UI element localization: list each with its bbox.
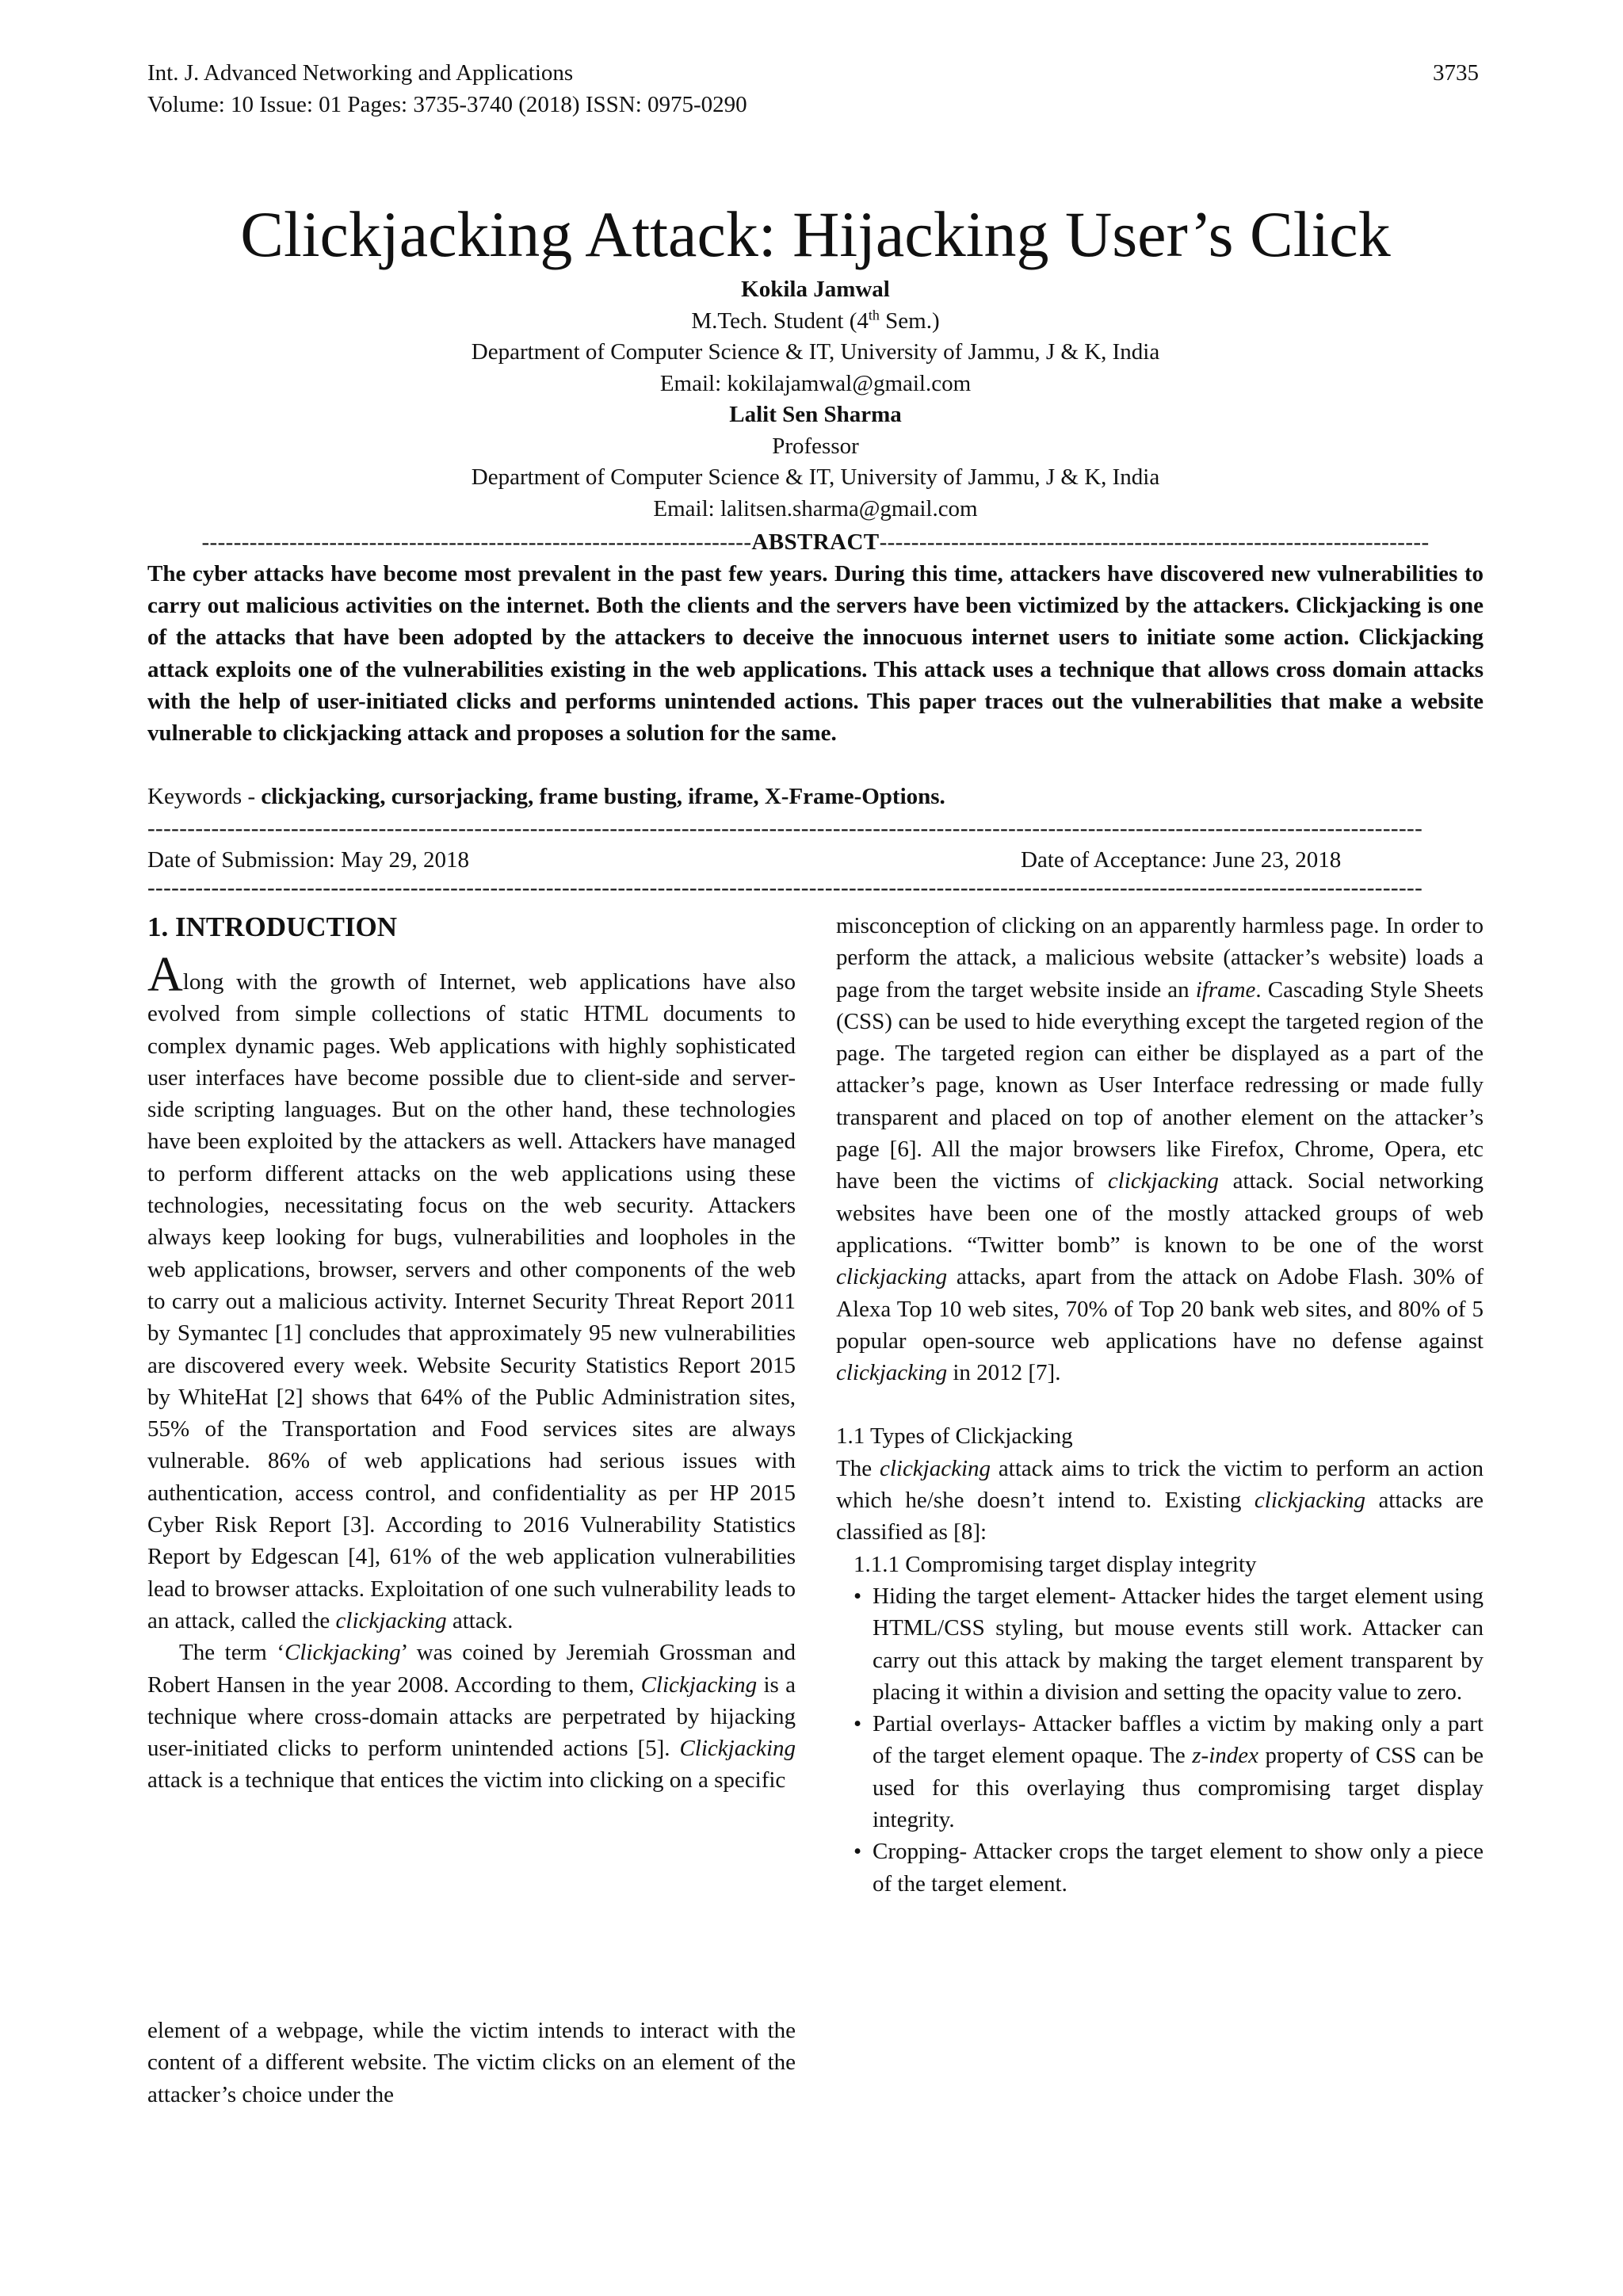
author-dept: Department of Computer Science & IT, University of Jammu, J & K, India xyxy=(471,464,1160,490)
page-number: 3735 xyxy=(1433,60,1479,86)
paper-title: Clickjacking Attack: Hijacking User’s Click xyxy=(240,198,1391,270)
section-heading: 1. INTRODUCTION xyxy=(147,911,398,942)
right-column xyxy=(836,910,1484,1900)
author-email: Email: kokilajamwal@gmail.com xyxy=(659,370,972,396)
drop-cap: A xyxy=(147,948,183,1002)
keywords xyxy=(147,781,1484,812)
author-name: Lalit Sen Sharma xyxy=(729,402,902,427)
acceptance-date: Date of Acceptance: June 23, 2018 xyxy=(1021,847,1342,873)
submission-date: Date of Submission: May 29, 2018 xyxy=(147,847,469,873)
bullet-list xyxy=(836,1580,1484,1900)
subsubsection-heading: 1.1.1 Compromising target display integrity xyxy=(854,1551,1257,1577)
list-item: • Cropping- Attacker crops the target element to show only a piece of the target element. xyxy=(836,1836,1484,1900)
author-role: M.Tech. Student (4th Sem.) xyxy=(691,306,940,334)
author-block xyxy=(147,274,1484,525)
volume-line: Volume: 10 Issue: 01 Pages: 3735-3740 (2018) ISSN: 0975-0290 xyxy=(147,92,747,117)
abstract-rule: ---------------------------------------------------------------------ABSTRACT--------------------------------------------------------------------- xyxy=(201,529,1430,555)
bullet-icon: • xyxy=(854,1711,862,1737)
list-item: • Hiding the target element- Attacker hides the target element using HTML/CSS styling, but mouse events still work. Attacker can carry out this attack by making the target element transparent by placing it within a division and setting the opacity value to zero. xyxy=(836,1580,1484,1708)
paragraph: misconception of clicking on an apparently harmless page. In order to perform the attack, a malicious website (attacker’s website) loads a page from the target website inside an iframe. Cascading Style Sheets (CSS) can be used to hide everything except the targeted region of the page. The targeted region can either be displayed as a part of the attacker’s page, known as User Interface redressing or made fully transparent and placed on top of another element on the attacker’s page [6]. All the major browsers like Firefox, Chrome, Opera, etc have been the victims of clickjacking attack. Social networking websites have been one of the mostly attacked groups of web applications. “Twitter bomb” is known to be one of the worst clickjacking attacks, apart from the attack on Adobe Flash. 30% of Alexa Top 10 web sites, 70% of Top 20 bank web sites, and 80% of 5 popular open-source web applications have no defense against clickjacking in 2012 [7]. xyxy=(836,913,1484,1386)
abstract-heading: ABSTRACT xyxy=(751,529,880,555)
abstract-text: The cyber attacks have become most prevalent in the past few years. During this time, attackers have discovered new vulnerabilities to carry out malicious activities on the internet. Both the clients and the servers have been victimized by the attackers. Clickjacking is one of the attacks that have been adopted by the attackers to deceive the innocuous internet users to initiate some action. Clickjacking attack exploits one of the vulnerabilities existing in the web applications. This attack uses a technique that allows cross domain attacks with the help of user-initiated clicks and performs unintended actions. This paper traces out the vulnerabilities that make a website vulnerable to clickjacking attack and proposes a solution for the same. xyxy=(147,561,1484,747)
keywords-values: clickjacking, cursorjacking, frame busting, iframe, X-Frame-Options. xyxy=(261,784,945,809)
left-column xyxy=(147,948,796,1797)
author-dept: Department of Computer Science & IT, University of Jammu, J & K, India xyxy=(471,339,1160,365)
author-email: Email: lalitsen.sharma@gmail.com xyxy=(653,495,978,521)
list-item: • Partial overlays- Attacker baffles a victim by making only a part of the target element opaque. The z-index property of CSS can be used for this overlaying thus compromising target display integrity. xyxy=(836,1708,1484,1836)
subsection-heading: 1.1 Types of Clickjacking xyxy=(836,1423,1073,1450)
bullet-icon: • xyxy=(854,1839,862,1865)
paragraph: element of a webpage, while the victim intends to interact with the content of a different website. The victim clicks on an element of the attacker’s choice under the xyxy=(147,2018,796,2107)
bullet-icon: • xyxy=(854,1583,862,1609)
paragraph: The clickjacking attack aims to trick the victim to perform an action which he/she doesn’t intend to. Existing clickjacking attacks are classified as [8]: xyxy=(836,1455,1484,1545)
author-name: Kokila Jamwal xyxy=(741,277,890,302)
divider-rule: ---------------------------------------------------------------------------------------------------------------------------------------------------------------- xyxy=(147,875,1423,900)
divider-rule: ---------------------------------------------------------------------------------------------------------------------------------------------------------------- xyxy=(147,816,1423,841)
keywords-label: Keywords - xyxy=(147,784,262,809)
left-column-continued xyxy=(147,2015,796,2111)
paragraph: Along with the growth of Internet, web applications have also evolved from simple collections of static HTML documents to complex dynamic pages. Web applications with highly sophisticated user interfaces have become possible due to client-side and server-side scripting languages. But on the other hand, these technologies have been exploited by the attackers as well. Attackers have managed to perform different attacks on the web applications using these technologies, necessitating focus on the web security. Attackers always keep looking for bugs, vulnerabilities and loopholes in the web applications, browser, servers and other components of the web to carry out a malicious activity. Internet Security Threat Report 2011 by Symantec [1] concludes that approximately 95 new vulnerabilities are discovered every week. Website Security Statistics Report 2015 by WhiteHat [2] shows that 64% of the Public Administration sites, 55% of the Transportation and Food services sites are always vulnerable. 86% of web applications had serious issues with authentication, access control, and confidentiality as per HP 2015 Cyber Risk Report [3]. According to 2016 Vulnerability Statistics Report by Edgescan [4], 61% of the web application vulnerabilities lead to browser attacks. Exploitation of one such vulnerability leads to an attack, called the clickjacking attack. xyxy=(147,948,796,1633)
author-role: Professor xyxy=(772,433,859,459)
paragraph: The term ‘Clickjacking’ was coined by Jeremiah Grossman and Robert Hansen in the year 2008. According to them, Clickjacking is a technique where cross-domain attacks are perpetrated by hijacking user-initiated clicks to perform unintended actions [5]. Clickjacking attack is a technique that entices the victim into clicking on a specific xyxy=(147,1640,796,1794)
journal-name: Int. J. Advanced Networking and Applications xyxy=(147,60,574,86)
